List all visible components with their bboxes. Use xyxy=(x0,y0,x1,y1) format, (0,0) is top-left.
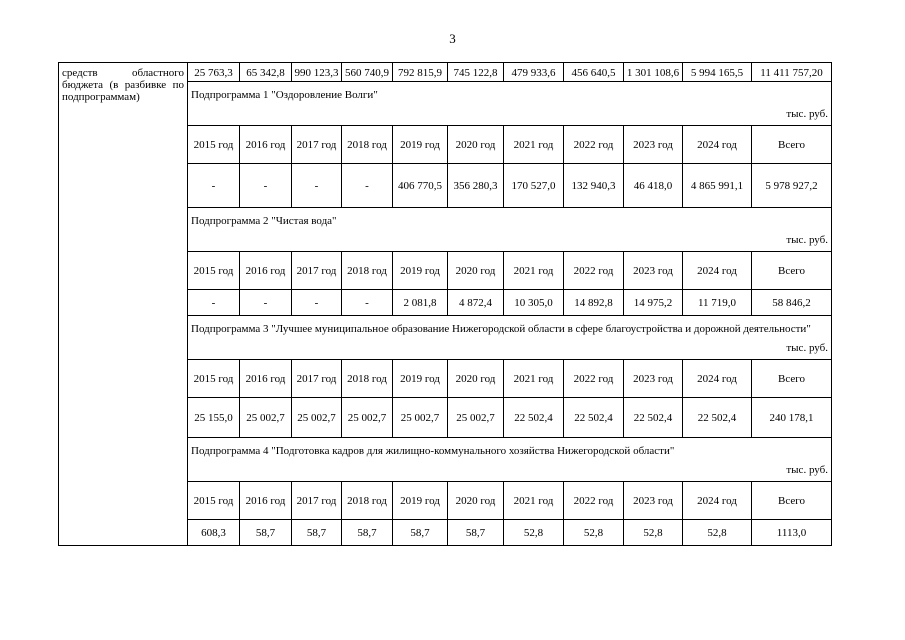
unit-label: тыс. руб. xyxy=(188,233,832,252)
value-cell: 58 846,2 xyxy=(752,290,832,316)
value-cell: 58,7 xyxy=(393,520,448,546)
row-label: средств областного бюджета (в разбивке по подпрограммам) xyxy=(59,63,188,546)
year-header-cell: 2022 год xyxy=(564,252,624,290)
value-cell: - xyxy=(292,164,342,208)
value-cell: 22 502,4 xyxy=(624,398,683,438)
value-cell: 11 719,0 xyxy=(683,290,752,316)
year-header-cell: 2021 год xyxy=(504,360,564,398)
year-header-cell: 2015 год xyxy=(188,126,240,164)
value-cell: 608,3 xyxy=(188,520,240,546)
year-header-cell: 2019 год xyxy=(393,360,448,398)
year-header-cell: 2024 год xyxy=(683,360,752,398)
year-header-cell: 2021 год xyxy=(504,252,564,290)
value-cell: 25 002,7 xyxy=(448,398,504,438)
year-header-cell: 2024 год xyxy=(683,252,752,290)
year-header-cell: 2023 год xyxy=(624,360,683,398)
value-cell: 22 502,4 xyxy=(683,398,752,438)
value-cell: - xyxy=(342,164,393,208)
value-cell: 52,8 xyxy=(504,520,564,546)
year-header-cell: Всего xyxy=(752,252,832,290)
value-cell: - xyxy=(240,290,292,316)
value-cell: 14 892,8 xyxy=(564,290,624,316)
year-header-cell: 2018 год xyxy=(342,252,393,290)
year-header-cell: 2018 год xyxy=(342,482,393,520)
unit-label: тыс. руб. xyxy=(188,463,832,482)
year-header-cell: 2020 год xyxy=(448,482,504,520)
value-cell: 1113,0 xyxy=(752,520,832,546)
year-header-cell: 2016 год xyxy=(240,252,292,290)
value-cell: 14 975,2 xyxy=(624,290,683,316)
total-cell: 456 640,5 xyxy=(564,63,624,82)
value-cell: 2 081,8 xyxy=(393,290,448,316)
year-header-cell: 2020 год xyxy=(448,126,504,164)
year-header-cell: 2015 год xyxy=(188,360,240,398)
value-cell: 25 002,7 xyxy=(240,398,292,438)
page-number: 3 xyxy=(449,31,456,46)
value-cell: 22 502,4 xyxy=(564,398,624,438)
budget-table-body xyxy=(59,63,832,546)
year-header-cell: 2019 год xyxy=(393,126,448,164)
total-cell: 560 740,9 xyxy=(342,63,393,82)
year-header-cell: 2023 год xyxy=(624,126,683,164)
total-cell: 11 411 757,20 xyxy=(752,63,832,82)
year-header-cell: 2023 год xyxy=(624,252,683,290)
year-header-cell: 2016 год xyxy=(240,482,292,520)
year-header-cell: Всего xyxy=(752,482,832,520)
year-header-cell: 2017 год xyxy=(292,360,342,398)
budget-table xyxy=(58,62,832,546)
value-cell: 25 002,7 xyxy=(393,398,448,438)
total-cell: 792 815,9 xyxy=(393,63,448,82)
total-cell: 1 301 108,6 xyxy=(624,63,683,82)
year-header-cell: 2015 год xyxy=(188,482,240,520)
value-cell: 22 502,4 xyxy=(504,398,564,438)
unit-label: тыс. руб. xyxy=(188,107,832,126)
value-cell: 52,8 xyxy=(624,520,683,546)
value-cell: 4 865 991,1 xyxy=(683,164,752,208)
value-cell: - xyxy=(342,290,393,316)
year-header-cell: 2017 год xyxy=(292,252,342,290)
year-header-cell: 2022 год xyxy=(564,126,624,164)
value-cell: 58,7 xyxy=(292,520,342,546)
year-header-cell: 2017 год xyxy=(292,482,342,520)
year-header-cell: 2020 год xyxy=(448,360,504,398)
value-cell: 10 305,0 xyxy=(504,290,564,316)
value-cell: 406 770,5 xyxy=(393,164,448,208)
year-header-cell: 2019 год xyxy=(393,482,448,520)
total-cell: 5 994 165,5 xyxy=(683,63,752,82)
value-cell: 52,8 xyxy=(683,520,752,546)
year-header-cell: 2024 год xyxy=(683,126,752,164)
value-cell: 240 178,1 xyxy=(752,398,832,438)
value-cell: 5 978 927,2 xyxy=(752,164,832,208)
year-header-cell: 2015 год xyxy=(188,252,240,290)
value-cell: 170 527,0 xyxy=(504,164,564,208)
year-header-cell: 2016 год xyxy=(240,126,292,164)
year-header-cell: 2022 год xyxy=(564,482,624,520)
subprogram-title: Подпрограмма 1 "Оздоровление Волги" xyxy=(188,82,832,108)
total-cell: 745 122,8 xyxy=(448,63,504,82)
totals-row xyxy=(59,63,832,82)
value-cell: - xyxy=(292,290,342,316)
value-cell: 356 280,3 xyxy=(448,164,504,208)
value-cell: 58,7 xyxy=(342,520,393,546)
year-header-cell: 2022 год xyxy=(564,360,624,398)
year-header-cell: 2020 год xyxy=(448,252,504,290)
value-cell: - xyxy=(188,290,240,316)
subprogram-title: Подпрограмма 3 "Лучшее муниципальное образование Нижегородской области в сфере благоустройства и дорожной деятельности" xyxy=(188,316,832,342)
year-header-cell: 2023 год xyxy=(624,482,683,520)
value-cell: 46 418,0 xyxy=(624,164,683,208)
total-cell: 25 763,3 xyxy=(188,63,240,82)
unit-label: тыс. руб. xyxy=(188,341,832,360)
value-cell: 58,7 xyxy=(448,520,504,546)
value-cell: - xyxy=(240,164,292,208)
value-cell: 25 155,0 xyxy=(188,398,240,438)
value-cell: 52,8 xyxy=(564,520,624,546)
year-header-cell: 2024 год xyxy=(683,482,752,520)
year-header-cell: 2021 год xyxy=(504,126,564,164)
subprogram-title: Подпрограмма 4 "Подготовка кадров для жилищно-коммунального хозяйства Нижегородской области" xyxy=(188,438,832,464)
year-header-cell: 2018 год xyxy=(342,126,393,164)
year-header-cell: 2017 год xyxy=(292,126,342,164)
year-header-cell: Всего xyxy=(752,360,832,398)
total-cell: 479 933,6 xyxy=(504,63,564,82)
year-header-cell: 2016 год xyxy=(240,360,292,398)
value-cell: 4 872,4 xyxy=(448,290,504,316)
value-cell: 25 002,7 xyxy=(292,398,342,438)
year-header-cell: 2021 год xyxy=(504,482,564,520)
value-cell: - xyxy=(188,164,240,208)
value-cell: 132 940,3 xyxy=(564,164,624,208)
year-header-cell: 2019 год xyxy=(393,252,448,290)
value-cell: 25 002,7 xyxy=(342,398,393,438)
subprogram-title: Подпрограмма 2 "Чистая вода" xyxy=(188,208,832,234)
total-cell: 65 342,8 xyxy=(240,63,292,82)
year-header-cell: Всего xyxy=(752,126,832,164)
total-cell: 990 123,3 xyxy=(292,63,342,82)
value-cell: 58,7 xyxy=(240,520,292,546)
year-header-cell: 2018 год xyxy=(342,360,393,398)
